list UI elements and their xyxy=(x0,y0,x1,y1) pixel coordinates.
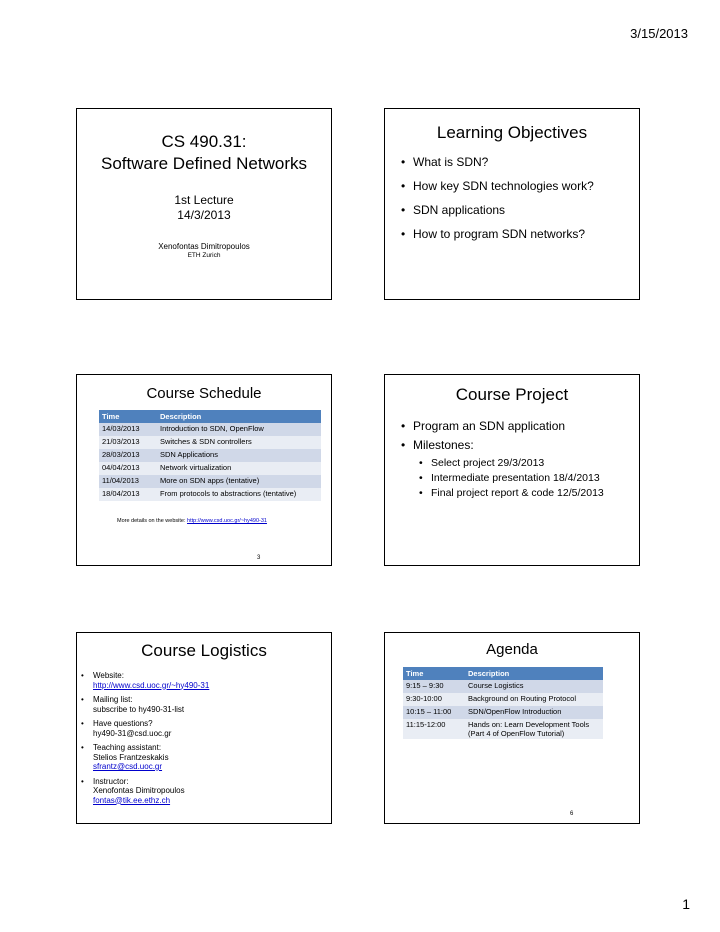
schedule-table xyxy=(99,410,321,501)
cell-description: SDN Applications xyxy=(157,449,321,462)
cell-date: 28/03/2013 xyxy=(99,449,157,462)
schedule-footer xyxy=(117,518,267,524)
description-line: (Part 4 of OpenFlow Tutorial) xyxy=(468,729,565,738)
cell-description: From protocols to abstractions (tentative) xyxy=(157,488,321,501)
cell-date: 11/04/2013 xyxy=(99,475,157,488)
slide-course-schedule xyxy=(76,374,332,566)
lecture-label: 1st Lecture xyxy=(174,193,234,207)
slide-title: Course Schedule xyxy=(146,385,262,402)
slide-title: Course Logistics xyxy=(141,641,267,660)
email-link[interactable]: sfrantz@csd.uoc.gr xyxy=(93,762,163,771)
col-header: Time xyxy=(403,667,465,680)
objectives-list xyxy=(399,155,639,242)
website-link[interactable]: http://www.csd.uoc.gr/~hy490-31 xyxy=(93,680,210,690)
milestones-label: Milestones: xyxy=(413,438,474,452)
cell-time: 11:15-12:00 xyxy=(403,719,465,739)
item-label: • Mailing list: xyxy=(93,695,133,704)
table-row xyxy=(99,488,321,501)
list-item xyxy=(79,695,331,714)
item-label: • Instructor: xyxy=(93,776,129,786)
list-item: • Final project report & code 12/5/2013 xyxy=(417,487,639,500)
email-link[interactable]: fontas@tik.ee.ethz.ch xyxy=(93,795,171,805)
item-value: Xenofontas Dimitropoulos xyxy=(93,786,185,795)
logistics-list xyxy=(79,671,331,805)
table-row xyxy=(99,449,321,462)
slide-agenda xyxy=(384,632,640,824)
cell-date: 18/04/2013 xyxy=(99,488,157,501)
lecture-date: 14/3/2013 xyxy=(177,208,231,222)
cell-time: 9:15 – 9:30 xyxy=(403,680,465,693)
slide-course-project xyxy=(384,374,640,566)
list-item: • How to program SDN networks? xyxy=(399,227,639,242)
cell-time: 10:15 – 11:00 xyxy=(403,706,465,719)
website-link[interactable]: http://www.csd.uoc.gr/~hy490-31 xyxy=(187,518,267,524)
list-item: • How key SDN technologies work? xyxy=(399,179,639,194)
list-item xyxy=(79,743,331,772)
item-label: • Have questions? xyxy=(93,719,153,728)
table-row xyxy=(99,436,321,449)
course-name: Software Defined Networks xyxy=(101,154,307,173)
page-date: 3/15/2013 xyxy=(630,26,688,41)
cell-description: Switches & SDN controllers xyxy=(157,436,321,449)
list-item xyxy=(79,777,331,806)
cell-description xyxy=(465,719,603,739)
list-item: • Program an SDN application xyxy=(399,419,639,434)
item-value: hy490-31@csd.uoc.gr xyxy=(93,728,172,738)
footer-text: More details on the website: xyxy=(117,518,188,524)
affiliation: ETH Zurich xyxy=(187,252,221,259)
list-item: • SDN applications xyxy=(399,203,639,218)
slide-title xyxy=(76,108,332,300)
col-header: Time xyxy=(99,410,157,423)
cell-time: 9:30-10:00 xyxy=(403,693,465,706)
page-number: 1 xyxy=(682,896,690,912)
cell-description: Course Logistics xyxy=(465,680,603,693)
milestones-list xyxy=(417,457,639,500)
table-row xyxy=(99,423,321,436)
col-header: Description xyxy=(157,410,321,423)
author: Xenofontas Dimitropoulos xyxy=(158,242,250,251)
cell-date: 14/03/2013 xyxy=(99,423,157,436)
slide-course-logistics xyxy=(76,632,332,824)
cell-description: More on SDN apps (tentative) xyxy=(157,475,321,488)
list-item: • Select project 29/3/2013 xyxy=(417,457,639,470)
slide-title: Agenda xyxy=(486,641,538,658)
table-row xyxy=(403,693,603,706)
table-row xyxy=(403,680,603,693)
cell-date: 04/04/2013 xyxy=(99,462,157,475)
project-list xyxy=(399,419,639,500)
slide-title: Course Project xyxy=(455,385,569,404)
list-item: • Intermediate presentation 18/4/2013 xyxy=(417,472,639,485)
item-label: • Teaching assistant: xyxy=(93,743,162,752)
cell-date: 21/03/2013 xyxy=(99,436,157,449)
col-header: Description xyxy=(465,667,603,680)
item-value: Stelios Frantzeskakis xyxy=(93,752,169,762)
course-code: CS 490.31: xyxy=(161,132,247,151)
slide-learning-objectives xyxy=(384,108,640,300)
item-label: • Website: xyxy=(93,671,124,680)
description-line: Hands on: Learn Development Tools xyxy=(468,720,590,729)
table-row xyxy=(99,462,321,475)
cell-description: Background on Routing Protocol xyxy=(465,693,603,706)
list-item xyxy=(79,719,331,738)
cell-description: SDN/OpenFlow Introduction xyxy=(465,706,603,719)
item-value: subscribe to hy490-31-list xyxy=(93,704,185,714)
list-item xyxy=(399,438,639,500)
table-row xyxy=(403,706,603,719)
list-item xyxy=(79,671,331,690)
table-row xyxy=(99,475,321,488)
list-item: • What is SDN? xyxy=(399,155,639,170)
slide-number: 6 xyxy=(570,811,574,817)
slide-title: Learning Objectives xyxy=(436,123,588,142)
table-row xyxy=(403,719,603,739)
agenda-table xyxy=(403,667,603,739)
cell-description: Network virtualization xyxy=(157,462,321,475)
cell-description: Introduction to SDN, OpenFlow xyxy=(157,423,321,436)
slide-number: 3 xyxy=(257,555,261,561)
